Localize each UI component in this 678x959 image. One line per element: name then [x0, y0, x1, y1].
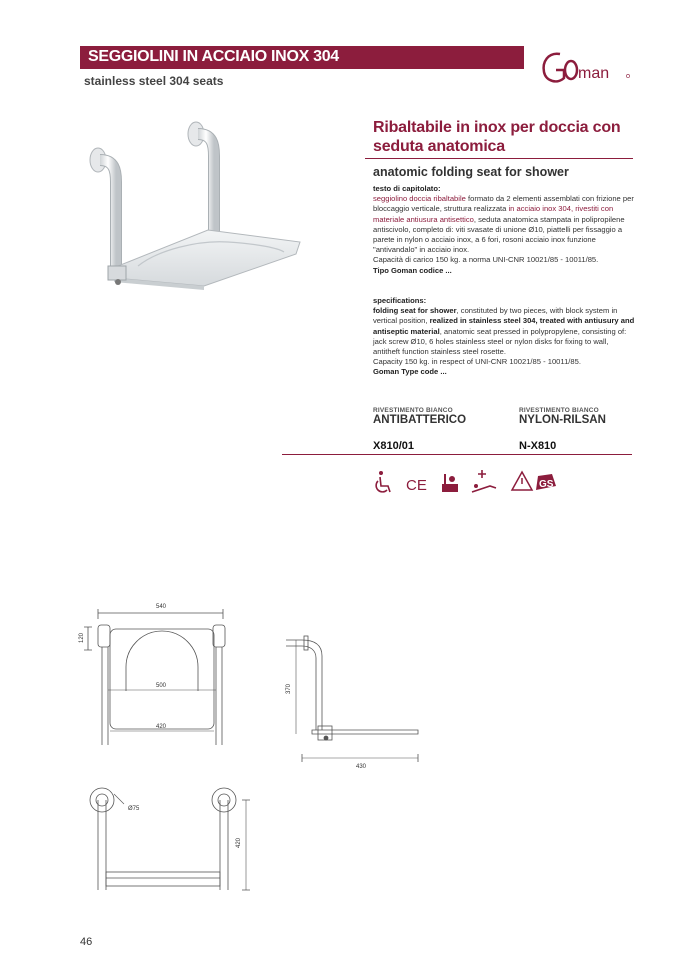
- product-code-n-x810: N-X810: [519, 440, 557, 452]
- wheelchair-icon: [376, 471, 390, 492]
- side-view-drawing: [282, 630, 422, 770]
- svg-text:Ø75: Ø75: [128, 806, 140, 812]
- svg-text:430: 430: [356, 764, 367, 770]
- it-code: Tipo Goman codice ...: [373, 265, 452, 275]
- page-number: 46: [80, 936, 93, 948]
- section-title: SEGGIOLINI IN ACCIAIO INOX 304: [88, 48, 339, 65]
- it-heading: testo di capitolato:: [373, 184, 441, 193]
- codes-divider: [282, 454, 632, 455]
- english-specification: [373, 296, 635, 378]
- top-view-drawing: [88, 780, 258, 900]
- product-title-line2: seduta anatomica: [373, 138, 505, 155]
- it-capacity: Capacità di carico 150 kg. a norma UNI-CNR 10021/85 - 10011/85.: [373, 255, 599, 265]
- warning-triangle-icon: [512, 472, 532, 490]
- en-capacity: Capacity 150 kg. in respect of UNI-CNR 10021/85 - 10011/85.: [373, 357, 581, 367]
- svg-text:540: 540: [156, 604, 167, 610]
- certification-icons: [372, 468, 572, 498]
- variant-antibatterico: RIVESTIMENTO BIANCO ANTIBATTERICO: [373, 407, 467, 426]
- italian-specification: [373, 184, 635, 276]
- svg-text:420: 420: [236, 837, 242, 848]
- en-paragraph: folding seat for shower, constituted by two pieces, with block system in vertical position, realized in stainless steel 304, treated with antiusury and antiseptic material, anatomic seat pressed in polypropylene, consisting of: jack screw Ø10, 6 holes stainless steel or nylon disks for fixing to wall, antitheft function stainless steel rosette.: [373, 306, 635, 357]
- section-subtitle: stainless steel 304 seats: [84, 74, 224, 88]
- ce-mark-icon: CE: [406, 477, 427, 494]
- product-photo: [78, 118, 308, 298]
- shower-user-icon: [442, 474, 458, 492]
- it-paragraph: seggiolino doccia ribaltabile formato da 2 elementi assemblati con frizione per bloccaggio verticale, struttura realizzata in acciaio inox 304, rivestiti con materiale antiusura antisettico, seduta anatomica stampata in polipropilene antiscivolo, completo di: viti svasate di unione Ø10, piattelli per fissaggio a parete in nylon o acciaio inox, a 6 fori, rosoni acciaio inox funzione "antivandalo" in acciaio inox.: [373, 194, 634, 255]
- en-heading: specifications:: [373, 296, 427, 305]
- svg-text:370: 370: [286, 683, 292, 694]
- title-divider: [365, 158, 633, 159]
- product-code-x810-01: X810/01: [373, 440, 414, 452]
- product-title-line1: Ribaltabile in inox per doccia con: [373, 119, 621, 136]
- svg-text:120: 120: [79, 632, 85, 643]
- medical-bed-icon: [472, 470, 496, 492]
- front-view-drawing: [78, 595, 248, 755]
- svg-text:man: man: [578, 65, 610, 82]
- goman-logo: [540, 48, 634, 88]
- product-title: [373, 118, 633, 156]
- svg-text:500: 500: [156, 683, 167, 689]
- product-subtitle: anatomic folding seat for shower: [373, 165, 569, 179]
- svg-text:420: 420: [156, 724, 167, 730]
- en-code: Goman Type code ...: [373, 367, 447, 377]
- variant-nylon-rilsan: RIVESTIMENTO BIANCO NYLON-RILSAN: [519, 407, 606, 426]
- svg-text:GS: GS: [539, 479, 554, 490]
- gs-mark-icon: [536, 474, 556, 490]
